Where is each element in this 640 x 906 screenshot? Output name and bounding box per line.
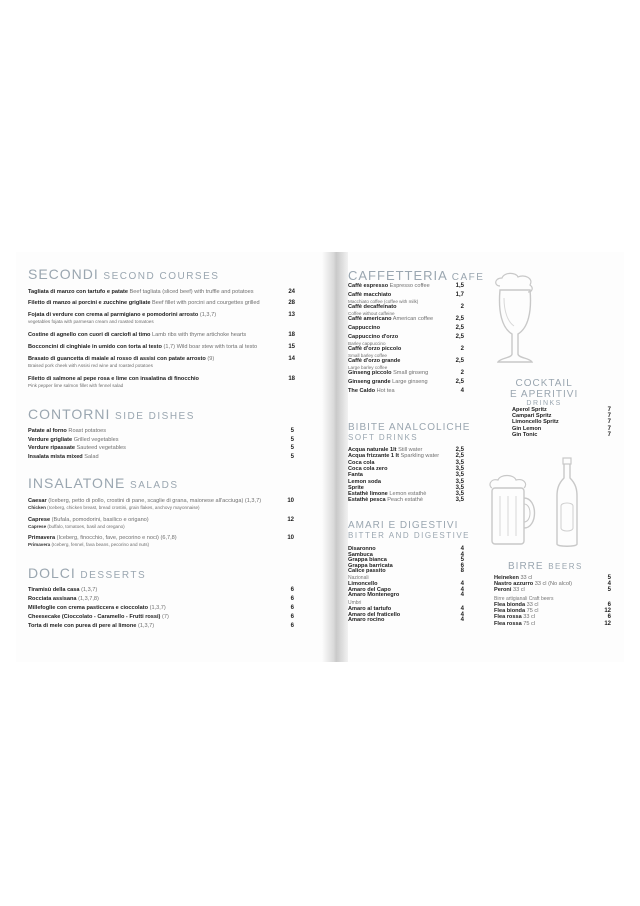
- item-price: 2,5: [455, 379, 464, 385]
- beer-glass-illustration: [490, 272, 542, 370]
- item-name: Acqua naturale 1lt: [348, 447, 397, 453]
- caffetteria-item: [348, 346, 401, 359]
- insalatone-item: [28, 498, 261, 511]
- contorni-item: [28, 445, 126, 452]
- item-price: 7: [607, 407, 611, 413]
- item-price: 3,5: [455, 484, 464, 491]
- item-name: Caffè americano: [348, 316, 392, 322]
- item-name: Peroni: [494, 587, 512, 594]
- item-price: 5: [607, 587, 611, 594]
- item-description: (1,3,7): [81, 587, 98, 593]
- item-translation: Pink pepper lime salmon fillet with fennel salad: [28, 383, 124, 388]
- item-price: 6: [607, 602, 611, 608]
- insalatone-title: INSALATONE SALADS: [28, 475, 179, 491]
- item-description: 75 cl: [526, 608, 539, 615]
- item-price: 4: [460, 617, 464, 624]
- item-name: Verdure ripassate: [28, 445, 75, 451]
- item-price: 3,5: [455, 478, 464, 485]
- item-price: 2,5: [455, 316, 464, 322]
- item-description: Still water: [398, 447, 423, 453]
- secondi-item: [28, 300, 260, 307]
- item-price: 3,5: [455, 491, 464, 498]
- page-gutter: [322, 252, 348, 662]
- caffetteria-item: [348, 370, 428, 377]
- item-name: Cheesecake (Cioccolato - Caramello - Frutti rossi): [28, 614, 161, 620]
- item-name: The Caldo: [348, 388, 376, 394]
- secondi-title: SECONDI SECOND COURSES: [28, 266, 220, 282]
- item-price: 12: [604, 620, 611, 627]
- item-price: 4: [460, 546, 464, 552]
- item-name: Caffè macchiato: [348, 292, 392, 298]
- item-name: Disaronno: [348, 546, 376, 552]
- caffetteria-item: [348, 292, 418, 305]
- item-name: Amaro rocino: [348, 617, 385, 624]
- item-description: Large ginseng: [392, 379, 428, 385]
- dolci-item: [28, 623, 154, 630]
- item-description: Roast potatoes: [68, 428, 107, 434]
- item-price: 7: [607, 425, 611, 432]
- bibite-item: [348, 497, 423, 504]
- dolci-title: DOLCI DESSERTS: [28, 565, 147, 581]
- item-name: Ginseng piccolo: [348, 370, 392, 376]
- insalatone-item: [28, 535, 177, 548]
- dolci-item: [28, 587, 97, 594]
- item-description: Small ginseng: [393, 370, 429, 376]
- birre-title: BIRRE BEERS: [508, 561, 583, 572]
- item-price: 24: [288, 289, 295, 295]
- item-name: Acqua frizzante 1 lt: [348, 453, 399, 460]
- amari-nazionali-item: [348, 592, 399, 599]
- dolci-item: [28, 596, 99, 603]
- item-name: Lemon soda: [348, 478, 381, 485]
- item-name: Amaro del fraticello: [348, 611, 401, 618]
- item-price: 4: [607, 581, 611, 588]
- caffetteria-title: CAFFETTERIA CAFE: [348, 268, 485, 283]
- item-description: Hot tea: [376, 388, 395, 394]
- item-price: 4: [460, 388, 464, 394]
- item-price: 12: [287, 517, 294, 523]
- item-name: Millefoglie con crema pasticcera e cioccolato: [28, 605, 149, 611]
- item-price: 7: [607, 413, 611, 420]
- item-price: 2: [460, 346, 464, 352]
- item-price: 15: [288, 344, 295, 350]
- birre-artigianali-label: Birre artigianali Craft beers: [494, 596, 554, 602]
- secondi-item: [28, 332, 246, 339]
- item-description: 75 cl: [523, 620, 536, 627]
- item-description: Sparkling water: [400, 453, 440, 460]
- contorni-item: [28, 454, 99, 461]
- beer-mug-illustration: [486, 474, 542, 548]
- item-translation: Primavera (Iceberg, fennel, fava beans, pecorino and nuts): [28, 542, 150, 547]
- item-description: (1,3,7): [149, 605, 166, 611]
- item-price: 8: [460, 568, 464, 575]
- item-description: Lamb ribs with thyme artichoke hearts: [152, 332, 247, 338]
- item-price: 4: [460, 551, 464, 558]
- item-description: (Iceberg, finocchio, fave, pecorino e noci) (6,7,8): [56, 535, 177, 541]
- item-description: Espresso coffee: [389, 283, 430, 289]
- item-name: Cappuccino d'orzo: [348, 334, 399, 340]
- secondi-item: [28, 312, 216, 325]
- item-description: (1,7) Wild boar stew with torta al testo: [163, 344, 258, 350]
- item-price: 6: [460, 562, 464, 569]
- item-name: Rocciata assisana: [28, 596, 77, 602]
- item-name: Gin Tonic: [512, 431, 538, 438]
- caffetteria-item: [348, 334, 398, 347]
- item-price: 12: [604, 608, 611, 615]
- item-price: 3,5: [455, 465, 464, 472]
- caffetteria-item: [348, 283, 430, 290]
- item-name: Ginseng grande: [348, 379, 391, 385]
- item-description: Beef tagliata (sliced beef) with truffle and potatoes: [129, 289, 254, 295]
- cocktail-item: [512, 432, 537, 439]
- item-name: Grappa barricata: [348, 562, 393, 569]
- item-description: 33 cl: [526, 602, 539, 608]
- item-name: Costine di agnello con cuori di carciofi al timo: [28, 332, 151, 338]
- item-price: 10: [287, 498, 294, 504]
- item-price: 3,5: [455, 472, 464, 479]
- item-name: Filetto di manzo ai porcini e zucchine grigliate: [28, 300, 151, 306]
- item-description: Lemon estathè: [389, 491, 427, 498]
- item-name: Coca cola: [348, 459, 375, 466]
- item-description: Grilled vegetables: [73, 436, 119, 443]
- secondi-item: [28, 356, 214, 369]
- item-price: 4: [460, 581, 464, 587]
- item-translation: vegetables fojata with parmesan cream and roasted tomatoes: [28, 319, 154, 324]
- item-price: 4: [460, 611, 464, 618]
- contorni-item: [28, 428, 106, 435]
- item-price: 5: [290, 445, 294, 451]
- beer-bottle-illustration: [552, 456, 582, 550]
- item-translation: Coffee without caffeine: [348, 311, 395, 316]
- item-price: 1,7: [455, 292, 464, 298]
- item-name: Caesar: [28, 498, 47, 504]
- item-name: Flea rossa: [494, 614, 522, 621]
- item-name: Nastro azzurro: [494, 581, 534, 588]
- item-price: 6: [290, 614, 294, 620]
- item-translation: Barley cappuccino: [348, 341, 386, 346]
- item-description: Beef fillet with porcini and courgettes grilled: [152, 300, 260, 306]
- item-name: Caffè d'orzo grande: [348, 358, 401, 364]
- item-price: 6: [290, 587, 294, 593]
- item-description: 33 cl: [523, 614, 536, 621]
- item-name: Caffè d'orzo piccolo: [348, 346, 402, 352]
- caffetteria-item: [348, 325, 380, 332]
- item-name: Patate al forno: [28, 428, 67, 434]
- item-price: 18: [288, 376, 295, 382]
- item-name: Gin Lemon: [512, 425, 542, 432]
- item-price: 2: [460, 370, 464, 376]
- item-name: Amaro del Capo: [348, 586, 391, 593]
- item-description: Peach estathè: [387, 497, 423, 504]
- bibite-title: BIBITE ANALCOLICHE SOFT DRINKS: [348, 422, 471, 442]
- item-name: Flea bionda: [494, 608, 526, 615]
- item-name: Heineken: [494, 575, 519, 581]
- item-price: 5: [290, 436, 294, 443]
- caffetteria-item: [348, 316, 433, 323]
- item-price: 4: [460, 606, 464, 612]
- item-name: Campari Spritz: [512, 413, 552, 420]
- item-price: 3,5: [455, 459, 464, 466]
- amari-umbri-label: Umbri: [348, 600, 362, 606]
- item-description: 33 cl: [520, 575, 533, 581]
- item-name: Tiramisù della casa: [28, 587, 80, 593]
- item-name: Caffè espresso: [348, 283, 389, 289]
- item-price: 6: [607, 614, 611, 621]
- item-translation: Chicken (Iceberg, chicken breast, bread crostini, grain flakes, anchovy mayonnaise): [28, 505, 200, 510]
- item-name: Caprese: [28, 517, 51, 523]
- item-name: Caffè decaffeinato: [348, 304, 397, 310]
- item-name: Aperol Spritz: [512, 407, 547, 413]
- item-translation: Small barley coffee: [348, 353, 387, 358]
- item-price: 14: [288, 356, 295, 362]
- contorni-title: CONTORNI SIDE DISHES: [28, 406, 195, 422]
- amari-umbri-item: [348, 617, 384, 624]
- item-description: (Iceberg, petto di pollo, crostini di pane, scaglie di grana, maionese all'acciuga) (1,3,7): [48, 498, 262, 504]
- item-description: (7): [162, 614, 169, 620]
- item-name: Fojata di verdure con crema al parmigiano e pomodorini arrosto: [28, 312, 199, 318]
- item-price: 5: [607, 575, 611, 581]
- caffetteria-item: [348, 379, 428, 386]
- item-name: Coca cola zero: [348, 465, 388, 472]
- item-translation: Macchiato coffee (coffee with milk): [348, 299, 419, 304]
- secondi-item: [28, 376, 199, 389]
- item-translation: Caprese (buffalo, tomatoes, basil and oregano): [28, 524, 125, 529]
- item-name: Torta di mele con purea di pere al limone: [28, 623, 137, 629]
- amari-title: AMARI E DIGESTIVI BITTER AND DIGESTIVE: [348, 520, 471, 540]
- item-name: Amaro Montenegro: [348, 592, 400, 599]
- dolci-item: [28, 614, 169, 621]
- item-name: Primavera: [28, 535, 56, 541]
- item-price: 2: [460, 304, 464, 310]
- amari-nazionali-label: Nazionali: [348, 575, 369, 581]
- item-price: 13: [288, 312, 295, 318]
- item-description: (Bufala, pomodorini, basilico e origano): [51, 517, 149, 523]
- item-price: 2,5: [455, 358, 464, 364]
- item-name: Estathè pesca: [348, 497, 386, 504]
- item-translation: Braised pork cheek with Assisi red wine and roasted potatoes: [28, 363, 153, 368]
- secondi-item: [28, 344, 257, 351]
- item-price: 6: [290, 623, 294, 629]
- item-description: Salad: [84, 453, 99, 460]
- item-price: 1,5: [455, 283, 464, 289]
- item-name: Amaro al tartufo: [348, 606, 392, 612]
- item-price: 3,5: [455, 497, 464, 504]
- item-price: 2,5: [455, 453, 464, 460]
- item-description: Sauteed vegetables: [76, 445, 126, 451]
- item-name: Sambuca: [348, 551, 373, 558]
- item-price: 7: [607, 419, 611, 426]
- item-price: 5: [460, 557, 464, 564]
- item-description: 33 cl: [512, 587, 525, 594]
- item-name: Bocconcini di cinghiale in umido con torta al testo: [28, 344, 162, 350]
- item-name: Limoncello Spritz: [512, 419, 559, 426]
- item-description: (1,3,7): [199, 312, 217, 318]
- item-description: (1,3,7,8): [78, 596, 99, 602]
- item-name: Flea bionda: [494, 602, 526, 608]
- caffetteria-item: [348, 358, 400, 371]
- item-price: 18: [288, 332, 295, 338]
- item-name: Filetto di salmone al pepe rosa e lime con insalatina di finocchio: [28, 376, 199, 382]
- birre-artigianali-item: [494, 621, 535, 628]
- item-description: (1,3,7): [137, 623, 155, 629]
- item-name: Flea rossa: [494, 620, 522, 627]
- item-name: Limoncello: [348, 581, 378, 587]
- item-price: 4: [460, 586, 464, 593]
- item-description: American coffee: [392, 316, 434, 322]
- item-price: 6: [290, 605, 294, 611]
- item-price: 2,5: [455, 334, 464, 340]
- item-price: 5: [290, 453, 294, 460]
- dolci-item: [28, 605, 166, 612]
- item-price: 10: [287, 535, 294, 541]
- item-price: 2,5: [455, 447, 464, 453]
- item-name: Sprite: [348, 484, 364, 491]
- item-name: Fanta: [348, 472, 363, 479]
- birre-item: [494, 587, 525, 594]
- item-price: 5: [290, 428, 294, 434]
- secondi-item: [28, 289, 254, 296]
- item-name: Brasato di guancetta di maiale al rosso di assisi con patate arrosto: [28, 356, 206, 362]
- item-name: Grappa bianca: [348, 557, 387, 564]
- item-name: Calice passito: [348, 568, 386, 575]
- item-description: 33 cl (No alcol): [534, 581, 573, 588]
- insalatone-item: [28, 517, 149, 530]
- item-description: (9): [207, 356, 215, 362]
- item-price: 4: [460, 592, 464, 599]
- item-name: Insalata mista mixed: [28, 453, 83, 460]
- caffetteria-item: [348, 388, 395, 395]
- contorni-item: [28, 437, 119, 444]
- item-price: 6: [290, 596, 294, 602]
- item-name: Verdure grigliate: [28, 436, 73, 443]
- item-translation: Large barley coffee: [348, 365, 388, 370]
- item-name: Tagliata di manzo con tartufo e patate: [28, 289, 128, 295]
- item-name: Estathè limone: [348, 491, 388, 498]
- item-price: 28: [288, 300, 295, 306]
- cocktail-title: COCKTAIL E APERITIVI DRINKS: [510, 378, 579, 407]
- item-name: Cappuccino: [348, 325, 381, 331]
- caffetteria-item: [348, 304, 397, 317]
- item-price: 7: [607, 431, 611, 438]
- item-price: 2,5: [455, 325, 464, 331]
